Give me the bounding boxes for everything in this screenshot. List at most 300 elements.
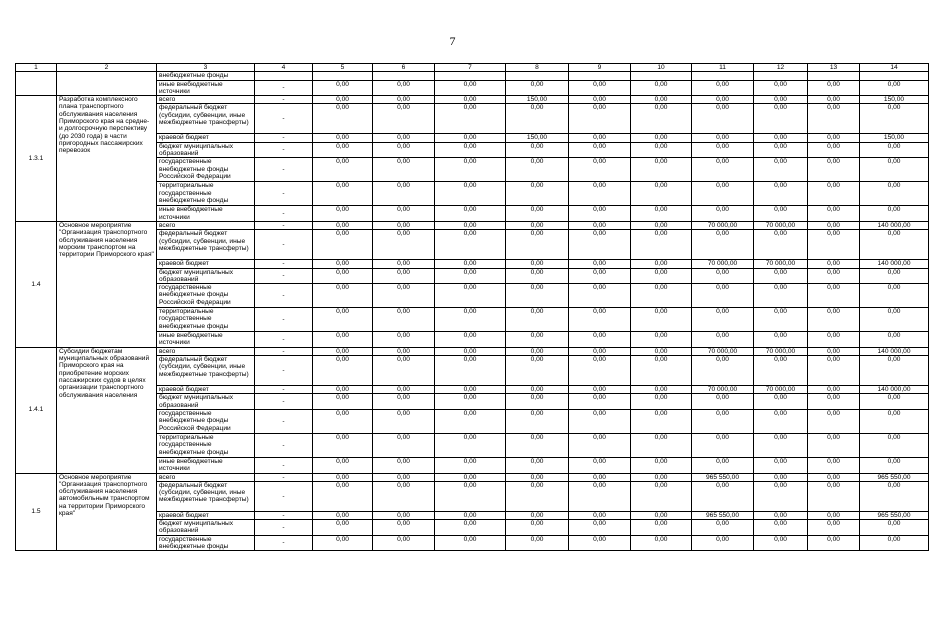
column-4-cell: - <box>255 520 313 536</box>
funding-source: территориальные государственные внебюджетные фонды <box>157 182 255 206</box>
column-4-cell: - <box>255 347 313 355</box>
amount-cell: 0,00 <box>808 520 860 536</box>
amount-cell: 0,00 <box>313 409 373 433</box>
column-4-cell: - <box>255 158 313 182</box>
amount-cell: 0,00 <box>808 230 860 260</box>
amount-cell: 0,00 <box>808 433 860 457</box>
amount-cell: 0,00 <box>373 457 435 473</box>
amount-cell: 0,00 <box>435 520 506 536</box>
amount-cell: 0,00 <box>435 332 506 348</box>
amount-cell: 965 550,00 <box>860 511 929 519</box>
amount-cell: 140 000,00 <box>860 221 929 229</box>
amount-cell: 0,00 <box>808 481 860 511</box>
amount-cell: 0,00 <box>435 182 506 206</box>
amount-cell: 150,00 <box>506 134 569 142</box>
amount-cell: 0,00 <box>754 104 808 134</box>
amount-cell: 0,00 <box>808 511 860 519</box>
amount-cell: 0,00 <box>313 386 373 394</box>
amount-cell <box>373 72 435 80</box>
amount-cell: 0,00 <box>692 520 754 536</box>
amount-cell: 0,00 <box>754 520 808 536</box>
amount-cell: 0,00 <box>631 481 692 511</box>
amount-cell: 0,00 <box>631 332 692 348</box>
amount-cell: 0,00 <box>754 409 808 433</box>
table-row <box>16 347 929 355</box>
amount-cell: 0,00 <box>808 332 860 348</box>
funding-source: федеральный бюджет (субсидии, субвенции, иные межбюджетные трансферты) <box>157 481 255 511</box>
amount-cell: 0,00 <box>373 332 435 348</box>
table-body <box>16 64 929 551</box>
amount-cell: 0,00 <box>373 158 435 182</box>
amount-cell: 70 000,00 <box>692 260 754 268</box>
amount-cell <box>313 72 373 80</box>
amount-cell: 0,00 <box>435 457 506 473</box>
funding-source: федеральный бюджет (субсидии, субвенции, иные межбюджетные трансферты) <box>157 230 255 260</box>
amount-cell: 0,00 <box>808 221 860 229</box>
amount-cell: 0,00 <box>692 104 754 134</box>
amount-cell: 0,00 <box>313 268 373 284</box>
amount-cell: 0,00 <box>373 96 435 104</box>
amount-cell: 0,00 <box>808 96 860 104</box>
amount-cell: 0,00 <box>373 268 435 284</box>
amount-cell: 0,00 <box>569 80 631 96</box>
amount-cell: 0,00 <box>754 332 808 348</box>
amount-cell: 0,00 <box>631 182 692 206</box>
amount-cell: 0,00 <box>506 356 569 386</box>
amount-cell: 0,00 <box>631 268 692 284</box>
amount-cell: 0,00 <box>692 182 754 206</box>
amount-cell: 0,00 <box>506 284 569 308</box>
column-4-cell: - <box>255 230 313 260</box>
amount-cell: 0,00 <box>808 284 860 308</box>
amount-cell: 0,00 <box>692 457 754 473</box>
funding-source: иные внебюджетные источники <box>157 457 255 473</box>
amount-cell: 0,00 <box>754 206 808 222</box>
amount-cell: 0,00 <box>506 457 569 473</box>
table-row <box>16 72 929 80</box>
amount-cell: 0,00 <box>506 473 569 481</box>
amount-cell: 0,00 <box>754 433 808 457</box>
amount-cell: 0,00 <box>808 142 860 158</box>
amount-cell: 0,00 <box>313 332 373 348</box>
amount-cell: 0,00 <box>808 206 860 222</box>
amount-cell: 0,00 <box>435 409 506 433</box>
amount-cell: 0,00 <box>808 473 860 481</box>
funding-source: всего <box>157 347 255 355</box>
column-4-cell: - <box>255 535 313 551</box>
amount-cell: 0,00 <box>313 347 373 355</box>
amount-cell: 0,00 <box>860 433 929 457</box>
amount-cell: 0,00 <box>373 104 435 134</box>
amount-cell: 0,00 <box>373 142 435 158</box>
funding-source: бюджет муниципальных образований <box>157 142 255 158</box>
amount-cell: 0,00 <box>631 260 692 268</box>
amount-cell: 0,00 <box>860 284 929 308</box>
amount-cell: 0,00 <box>373 394 435 410</box>
amount-cell: 0,00 <box>754 308 808 332</box>
amount-cell: 0,00 <box>373 473 435 481</box>
amount-cell: 0,00 <box>692 158 754 182</box>
amount-cell: 0,00 <box>569 394 631 410</box>
amount-cell: 0,00 <box>435 158 506 182</box>
amount-cell: 0,00 <box>808 356 860 386</box>
amount-cell: 0,00 <box>569 182 631 206</box>
column-4-cell: - <box>255 182 313 206</box>
amount-cell: 0,00 <box>631 409 692 433</box>
amount-cell: 0,00 <box>569 520 631 536</box>
amount-cell: 0,00 <box>569 356 631 386</box>
column-4-cell: - <box>255 284 313 308</box>
amount-cell: 0,00 <box>692 268 754 284</box>
amount-cell: 150,00 <box>860 96 929 104</box>
amount-cell <box>692 72 754 80</box>
amount-cell: 0,00 <box>860 356 929 386</box>
amount-cell: 0,00 <box>754 356 808 386</box>
funding-source: краевой бюджет <box>157 511 255 519</box>
amount-cell: 0,00 <box>506 433 569 457</box>
amount-cell: 0,00 <box>754 284 808 308</box>
column-4-cell: - <box>255 260 313 268</box>
amount-cell: 0,00 <box>692 230 754 260</box>
amount-cell: 0,00 <box>631 230 692 260</box>
amount-cell: 0,00 <box>373 356 435 386</box>
table-row <box>16 96 929 104</box>
amount-cell: 0,00 <box>754 394 808 410</box>
amount-cell: 150,00 <box>506 96 569 104</box>
amount-cell: 0,00 <box>313 260 373 268</box>
amount-cell: 0,00 <box>373 221 435 229</box>
amount-cell: 0,00 <box>754 457 808 473</box>
column-4-cell: - <box>255 104 313 134</box>
amount-cell: 0,00 <box>808 308 860 332</box>
amount-cell <box>435 72 506 80</box>
amount-cell: 0,00 <box>754 511 808 519</box>
amount-cell: 0,00 <box>631 158 692 182</box>
column-header: 7 <box>435 64 506 72</box>
amount-cell: 0,00 <box>808 394 860 410</box>
amount-cell: 0,00 <box>631 284 692 308</box>
amount-cell: 0,00 <box>373 80 435 96</box>
amount-cell: 0,00 <box>373 535 435 551</box>
amount-cell: 0,00 <box>435 284 506 308</box>
funding-source: краевой бюджет <box>157 134 255 142</box>
amount-cell <box>754 72 808 80</box>
column-header: 2 <box>57 64 157 72</box>
column-header: 6 <box>373 64 435 72</box>
amount-cell: 70 000,00 <box>692 386 754 394</box>
amount-cell: 0,00 <box>631 473 692 481</box>
amount-cell: 0,00 <box>506 206 569 222</box>
column-4-cell: - <box>255 206 313 222</box>
amount-cell: 0,00 <box>313 356 373 386</box>
amount-cell: 0,00 <box>506 347 569 355</box>
amount-cell: 70 000,00 <box>754 221 808 229</box>
amount-cell: 0,00 <box>313 221 373 229</box>
amount-cell: 0,00 <box>569 481 631 511</box>
amount-cell: 0,00 <box>569 221 631 229</box>
amount-cell: 965 550,00 <box>692 473 754 481</box>
item-code: 1.3.1 <box>16 96 57 222</box>
amount-cell: 0,00 <box>506 520 569 536</box>
item-name <box>57 72 157 96</box>
amount-cell: 0,00 <box>506 158 569 182</box>
amount-cell: 0,00 <box>373 481 435 511</box>
amount-cell: 0,00 <box>373 386 435 394</box>
amount-cell: 0,00 <box>860 182 929 206</box>
funding-source: краевой бюджет <box>157 386 255 394</box>
amount-cell: 0,00 <box>435 268 506 284</box>
amount-cell: 70 000,00 <box>692 221 754 229</box>
amount-cell: 0,00 <box>569 332 631 348</box>
column-4-cell: - <box>255 394 313 410</box>
amount-cell: 0,00 <box>569 96 631 104</box>
amount-cell: 0,00 <box>506 332 569 348</box>
amount-cell: 0,00 <box>692 142 754 158</box>
amount-cell: 0,00 <box>754 535 808 551</box>
item-code: 1.4.1 <box>16 347 57 473</box>
amount-cell: 0,00 <box>808 80 860 96</box>
amount-cell: 0,00 <box>631 80 692 96</box>
amount-cell: 0,00 <box>860 481 929 511</box>
amount-cell: 0,00 <box>692 394 754 410</box>
amount-cell: 0,00 <box>808 260 860 268</box>
column-4-cell: - <box>255 511 313 519</box>
amount-cell: 0,00 <box>373 284 435 308</box>
amount-cell: 70 000,00 <box>754 347 808 355</box>
amount-cell: 0,00 <box>373 308 435 332</box>
column-4-cell: - <box>255 481 313 511</box>
funding-source: государственные внебюджетные фонды Российской Федерации <box>157 409 255 433</box>
amount-cell: 0,00 <box>435 221 506 229</box>
column-header: 9 <box>569 64 631 72</box>
amount-cell: 0,00 <box>506 481 569 511</box>
amount-cell: 0,00 <box>435 511 506 519</box>
funding-source: иные внебюджетные источники <box>157 80 255 96</box>
amount-cell <box>808 72 860 80</box>
amount-cell: 0,00 <box>631 433 692 457</box>
amount-cell: 0,00 <box>631 535 692 551</box>
amount-cell: 0,00 <box>860 142 929 158</box>
amount-cell: 0,00 <box>631 308 692 332</box>
amount-cell: 0,00 <box>435 206 506 222</box>
column-header: 1 <box>16 64 57 72</box>
funding-source: государственные внебюджетные фонды Российской Федерации <box>157 284 255 308</box>
amount-cell: 0,00 <box>313 134 373 142</box>
amount-cell: 0,00 <box>754 473 808 481</box>
budget-table <box>15 63 929 551</box>
amount-cell: 0,00 <box>860 535 929 551</box>
amount-cell: 0,00 <box>373 409 435 433</box>
amount-cell: 0,00 <box>808 158 860 182</box>
column-4-cell: - <box>255 96 313 104</box>
amount-cell: 0,00 <box>754 230 808 260</box>
amount-cell: 0,00 <box>631 347 692 355</box>
amount-cell: 0,00 <box>754 142 808 158</box>
amount-cell: 0,00 <box>569 158 631 182</box>
funding-source: всего <box>157 221 255 229</box>
amount-cell: 0,00 <box>631 520 692 536</box>
funding-source: всего <box>157 96 255 104</box>
amount-cell: 0,00 <box>860 409 929 433</box>
amount-cell: 0,00 <box>631 511 692 519</box>
amount-cell: 0,00 <box>569 134 631 142</box>
column-4-cell: - <box>255 457 313 473</box>
amount-cell: 0,00 <box>692 284 754 308</box>
amount-cell: 0,00 <box>860 308 929 332</box>
column-header: 13 <box>808 64 860 72</box>
column-4-cell: - <box>255 134 313 142</box>
amount-cell: 0,00 <box>373 230 435 260</box>
amount-cell: 0,00 <box>860 158 929 182</box>
amount-cell: 965 550,00 <box>692 511 754 519</box>
amount-cell: 0,00 <box>313 457 373 473</box>
amount-cell: 0,00 <box>860 520 929 536</box>
amount-cell: 0,00 <box>631 96 692 104</box>
amount-cell: 0,00 <box>569 260 631 268</box>
amount-cell: 0,00 <box>435 473 506 481</box>
item-code <box>16 72 57 96</box>
amount-cell: 0,00 <box>313 481 373 511</box>
column-header: 12 <box>754 64 808 72</box>
amount-cell: 0,00 <box>808 347 860 355</box>
column-header: 3 <box>157 64 255 72</box>
amount-cell: 0,00 <box>373 520 435 536</box>
amount-cell: 0,00 <box>313 433 373 457</box>
funding-source: бюджет муниципальных образований <box>157 520 255 536</box>
amount-cell: 0,00 <box>808 535 860 551</box>
amount-cell: 0,00 <box>506 386 569 394</box>
amount-cell: 0,00 <box>313 142 373 158</box>
header-row <box>16 64 929 72</box>
amount-cell: 0,00 <box>506 268 569 284</box>
amount-cell: 0,00 <box>569 268 631 284</box>
amount-cell: 140 000,00 <box>860 347 929 355</box>
amount-cell: 0,00 <box>506 80 569 96</box>
amount-cell: 0,00 <box>313 308 373 332</box>
amount-cell: 0,00 <box>506 142 569 158</box>
amount-cell: 0,00 <box>692 96 754 104</box>
amount-cell: 0,00 <box>506 260 569 268</box>
column-4-cell: - <box>255 433 313 457</box>
amount-cell: 0,00 <box>435 96 506 104</box>
funding-source: государственные внебюджетные фонды Российской Федерации <box>157 158 255 182</box>
amount-cell: 0,00 <box>569 457 631 473</box>
amount-cell: 0,00 <box>569 230 631 260</box>
amount-cell: 0,00 <box>313 80 373 96</box>
amount-cell <box>506 72 569 80</box>
amount-cell: 0,00 <box>435 386 506 394</box>
amount-cell: 0,00 <box>506 394 569 410</box>
amount-cell: 0,00 <box>569 535 631 551</box>
item-name: Основное мероприятие "Организация транспортного обслуживания населения морским транспортом на территории Приморского края" <box>57 221 157 347</box>
amount-cell: 0,00 <box>569 511 631 519</box>
funding-source: иные внебюджетные источники <box>157 206 255 222</box>
column-4-cell: - <box>255 268 313 284</box>
amount-cell: 0,00 <box>313 394 373 410</box>
column-header: 10 <box>631 64 692 72</box>
amount-cell: 140 000,00 <box>860 386 929 394</box>
funding-source: краевой бюджет <box>157 260 255 268</box>
amount-cell: 0,00 <box>631 142 692 158</box>
amount-cell: 0,00 <box>435 80 506 96</box>
amount-cell: 0,00 <box>435 535 506 551</box>
amount-cell: 0,00 <box>692 80 754 96</box>
amount-cell: 0,00 <box>373 511 435 519</box>
amount-cell: 0,00 <box>569 433 631 457</box>
item-code: 1.4 <box>16 221 57 347</box>
amount-cell: 0,00 <box>860 394 929 410</box>
funding-source: всего <box>157 473 255 481</box>
amount-cell: 0,00 <box>808 104 860 134</box>
page-number: 7 <box>449 34 456 48</box>
column-4-cell: - <box>255 409 313 433</box>
amount-cell: 0,00 <box>569 473 631 481</box>
funding-source: бюджет муниципальных образований <box>157 268 255 284</box>
amount-cell: 0,00 <box>754 96 808 104</box>
item-name: Основное мероприятие "Организация транспортного обслуживания населения автомобильным транспортом на территории Приморского края" <box>57 473 157 551</box>
amount-cell: 0,00 <box>506 308 569 332</box>
table-row <box>16 473 929 481</box>
item-code: 1.5 <box>16 473 57 551</box>
amount-cell: 70 000,00 <box>754 386 808 394</box>
amount-cell: 0,00 <box>860 206 929 222</box>
amount-cell: 0,00 <box>435 104 506 134</box>
amount-cell: 0,00 <box>631 394 692 410</box>
amount-cell: 0,00 <box>569 206 631 222</box>
amount-cell: 0,00 <box>313 104 373 134</box>
amount-cell: 0,00 <box>808 182 860 206</box>
funding-source: территориальные государственные внебюджетные фонды <box>157 433 255 457</box>
column-4-cell: - <box>255 80 313 96</box>
column-4-cell: - <box>255 332 313 348</box>
amount-cell: 0,00 <box>373 206 435 222</box>
amount-cell: 0,00 <box>754 158 808 182</box>
column-header: 4 <box>255 64 313 72</box>
amount-cell: 0,00 <box>313 520 373 536</box>
amount-cell: 0,00 <box>506 221 569 229</box>
column-4-cell: - <box>255 386 313 394</box>
column-4-cell: - <box>255 308 313 332</box>
funding-source: федеральный бюджет (субсидии, субвенции, иные межбюджетные трансферты) <box>157 356 255 386</box>
amount-cell: 0,00 <box>692 409 754 433</box>
amount-cell: 0,00 <box>569 104 631 134</box>
amount-cell: 0,00 <box>435 356 506 386</box>
column-4-cell: - <box>255 142 313 158</box>
amount-cell: 0,00 <box>860 104 929 134</box>
amount-cell: 0,00 <box>808 268 860 284</box>
amount-cell: 0,00 <box>860 230 929 260</box>
amount-cell: 0,00 <box>435 230 506 260</box>
amount-cell: 0,00 <box>506 182 569 206</box>
column-4-cell <box>255 72 313 80</box>
amount-cell: 0,00 <box>631 356 692 386</box>
amount-cell: 0,00 <box>435 433 506 457</box>
amount-cell: 0,00 <box>631 104 692 134</box>
amount-cell: 0,00 <box>569 347 631 355</box>
amount-cell: 0,00 <box>313 182 373 206</box>
amount-cell: 0,00 <box>506 409 569 433</box>
amount-cell: 70 000,00 <box>692 347 754 355</box>
amount-cell: 0,00 <box>808 386 860 394</box>
amount-cell: 0,00 <box>569 409 631 433</box>
amount-cell: 0,00 <box>692 134 754 142</box>
column-4-cell: - <box>255 473 313 481</box>
amount-cell: 0,00 <box>860 80 929 96</box>
funding-source: государственные внебюджетные фонды <box>157 535 255 551</box>
funding-source: внебюджетные фонды <box>157 72 255 80</box>
column-header: 5 <box>313 64 373 72</box>
amount-cell <box>569 72 631 80</box>
